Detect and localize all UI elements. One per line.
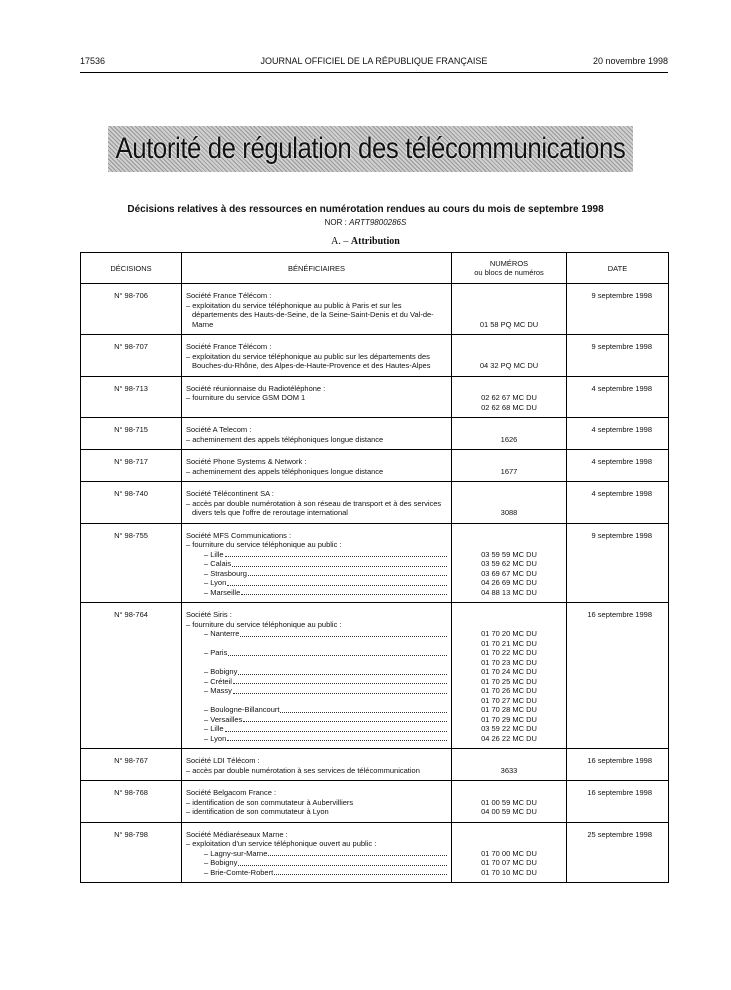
line-text: – Versailles xyxy=(204,714,243,724)
decision-date: 9 septembre 1998 xyxy=(567,523,669,603)
dot-leader xyxy=(225,731,447,732)
beneficiary-name: Société Médiaréseaux Marne : xyxy=(186,829,288,839)
dot-leader xyxy=(274,874,447,875)
decision-date: 16 septembre 1998 xyxy=(567,781,669,823)
number-block: 04 00 59 MC DU xyxy=(481,807,537,816)
location-line xyxy=(186,715,447,725)
decision-date: 4 septembre 1998 xyxy=(567,376,669,418)
service-line xyxy=(186,467,447,477)
number-block: 01 70 20 MC DU xyxy=(481,629,537,638)
number-block: 1626 xyxy=(500,434,518,444)
line-text: – Massy xyxy=(204,686,232,695)
number-block: 01 70 23 MC DU xyxy=(481,657,537,667)
location-line xyxy=(186,849,447,859)
number-block: 02 62 67 MC DU xyxy=(481,393,537,402)
dot-leader xyxy=(280,712,447,713)
decision-number: N° 98-767 xyxy=(81,749,182,781)
location-line xyxy=(186,648,447,658)
numbers-cell xyxy=(452,603,567,749)
line-text: – fourniture du service GSM DOM 1 xyxy=(186,393,306,402)
header-rule xyxy=(80,72,668,73)
line-text: – exploitation du service téléphonique au public à Paris et sur les départements des Hauts-de-Seine, de la Seine-Saint-Denis et du Val-de-Marne xyxy=(186,300,434,329)
location-line xyxy=(186,858,447,868)
number-block: 01 70 25 MC DU xyxy=(481,676,537,686)
spacer-line xyxy=(186,658,447,668)
service-line xyxy=(186,766,447,776)
decision-number: N° 98-764 xyxy=(81,603,182,749)
line-text: – Calais xyxy=(204,559,232,568)
dot-leader xyxy=(232,566,447,567)
spacer-line xyxy=(186,639,447,649)
number-block: 01 70 29 MC DU xyxy=(481,714,537,724)
number-block: 01 70 00 MC DU xyxy=(481,848,537,858)
numbers-cell xyxy=(452,822,567,883)
service-line xyxy=(186,499,447,518)
beneficiary-name: Société France Télécom : xyxy=(186,291,272,300)
header-decisions: DÉCISIONS xyxy=(81,253,182,284)
beneficiary-cell xyxy=(182,284,452,335)
location-line xyxy=(186,569,447,579)
table-row xyxy=(81,822,669,883)
spacer-line xyxy=(186,696,447,706)
beneficiary-cell xyxy=(182,450,452,482)
service-line xyxy=(186,301,447,330)
number-block: 03 59 59 MC DU xyxy=(481,549,537,559)
dot-leader xyxy=(243,721,447,722)
dot-leader xyxy=(268,855,447,856)
number-block: 01 70 26 MC DU xyxy=(481,686,537,695)
location-line xyxy=(186,550,447,560)
line-text: – Paris xyxy=(204,648,228,657)
beneficiary-cell xyxy=(182,482,452,524)
table-row xyxy=(81,482,669,524)
number-block: 01 70 10 MC DU xyxy=(481,867,537,877)
line-text: – identification de son commutateur à Aubervilliers xyxy=(186,797,354,807)
line-text: – Lagny-sur-Marne xyxy=(204,848,268,858)
number-block: 03 69 67 MC DU xyxy=(481,568,537,578)
numbers-cell xyxy=(452,482,567,524)
page-number: 17536 xyxy=(80,56,106,66)
location-line xyxy=(186,686,447,696)
location-line xyxy=(186,629,447,639)
decision-number: N° 98-713 xyxy=(81,376,182,418)
attribution-table xyxy=(80,252,669,883)
number-block: 04 88 13 MC DU xyxy=(481,587,537,597)
numbers-cell xyxy=(452,284,567,335)
service-line xyxy=(186,798,447,808)
section-name: Attribution xyxy=(350,236,400,247)
line-text: – Lille xyxy=(204,724,224,733)
page-header xyxy=(80,56,668,70)
beneficiary-cell xyxy=(182,418,452,450)
line-text: – accès par double numérotation à ses services de télécommunication xyxy=(186,765,420,775)
number-block: 3088 xyxy=(500,508,518,517)
table-row xyxy=(81,523,669,603)
number-block: 01 00 59 MC DU xyxy=(481,797,537,807)
service-line xyxy=(186,393,447,403)
decision-number: N° 98-706 xyxy=(81,284,182,335)
number-block: 01 70 07 MC DU xyxy=(481,858,537,867)
line-text: – acheminement des appels téléphoniques longue distance xyxy=(186,466,384,476)
table-row xyxy=(81,603,669,749)
table-row xyxy=(81,376,669,418)
number-block: 04 32 PQ MC DU xyxy=(479,361,539,370)
service-line: – fourniture du service téléphonique au public : xyxy=(186,619,342,629)
line-text: – Marseille xyxy=(204,587,241,597)
decision-number: N° 98-768 xyxy=(81,781,182,823)
numbers-cell xyxy=(452,749,567,781)
dot-leader xyxy=(238,865,447,866)
decision-number: N° 98-715 xyxy=(81,418,182,450)
numbers-cell xyxy=(452,376,567,418)
table-row xyxy=(81,335,669,377)
line-text: – Lille xyxy=(204,549,224,559)
nor-reference xyxy=(0,218,731,227)
header-numeros-line1: NUMÉROS xyxy=(489,259,529,268)
number-block: 03 59 22 MC DU xyxy=(481,724,537,733)
dot-leader xyxy=(227,740,447,741)
header-date: DATE xyxy=(567,253,669,284)
line-text: – Lyon xyxy=(204,733,227,743)
table-row xyxy=(81,418,669,450)
number-block: 01 70 22 MC DU xyxy=(481,648,537,657)
spacer-line xyxy=(186,403,447,413)
location-line xyxy=(186,667,447,677)
nor-label: NOR : xyxy=(324,218,347,227)
beneficiary-cell xyxy=(182,523,452,603)
decision-number: N° 98-707 xyxy=(81,335,182,377)
dot-leader xyxy=(225,556,447,557)
numbers-cell xyxy=(452,418,567,450)
table-header-row xyxy=(81,253,669,284)
decision-date: 4 septembre 1998 xyxy=(567,450,669,482)
numbers-cell xyxy=(452,523,567,603)
service-line: – fourniture du service téléphonique au public : xyxy=(186,540,342,549)
line-text: – Bobigny xyxy=(204,858,238,867)
decision-number: N° 98-798 xyxy=(81,822,182,883)
line-text: – Brie-Comte-Robert xyxy=(204,867,274,877)
beneficiary-name: Société Belgacom France : xyxy=(186,788,277,797)
beneficiary-cell xyxy=(182,822,452,883)
section-prefix: A. – xyxy=(331,236,349,247)
numbers-cell xyxy=(452,781,567,823)
service-line xyxy=(186,807,447,817)
line-text: – Boulogne-Billancourt xyxy=(204,705,280,714)
banner-title: Autorité de régulation des télécommunications xyxy=(115,132,626,165)
line-text: – acheminement des appels téléphoniques longue distance xyxy=(186,434,384,444)
decision-number: N° 98-740 xyxy=(81,482,182,524)
location-line xyxy=(186,705,447,715)
location-line xyxy=(186,734,447,744)
line-text: – Créteil xyxy=(204,676,232,686)
line-text: – accès par double numérotation à son réseau de transport et à des services divers tels que l'offre de reroutage international xyxy=(186,498,442,517)
dot-leader xyxy=(228,655,447,656)
table-row xyxy=(81,781,669,823)
decision-date: 25 septembre 1998 xyxy=(567,822,669,883)
nor-code: ARTT9800286S xyxy=(349,218,407,227)
decision-date: 9 septembre 1998 xyxy=(567,335,669,377)
dot-leader xyxy=(233,693,447,694)
journal-title: JOURNAL OFFICIEL DE LA RÉPUBLIQUE FRANÇAISE xyxy=(260,56,488,66)
decision-number: N° 98-717 xyxy=(81,450,182,482)
beneficiary-name: Société A Telecom : xyxy=(186,425,252,434)
beneficiary-name: Société réunionnaise du Radiotéléphone : xyxy=(186,383,326,393)
location-line xyxy=(186,578,447,588)
number-block: 01 70 27 MC DU xyxy=(481,695,537,705)
line-text: – Strasbourg xyxy=(204,568,247,578)
beneficiary-cell xyxy=(182,335,452,377)
beneficiary-cell xyxy=(182,781,452,823)
dot-leader xyxy=(238,674,447,675)
beneficiary-cell xyxy=(182,749,452,781)
line-text: – Nanterre xyxy=(204,629,240,638)
dot-leader xyxy=(227,585,447,586)
beneficiary-name: Société MFS Communications : xyxy=(186,530,292,540)
line-text: – Lyon xyxy=(204,578,227,587)
number-block: 3633 xyxy=(500,765,518,775)
location-line xyxy=(186,559,447,569)
line-text: – exploitation du service téléphonique au public sur les départements des Bouches-du-Rhône, des Alpes-de-Haute-Provence et des Hautes-Alpes xyxy=(186,351,431,370)
issue-date: 20 novembre 1998 xyxy=(592,56,668,66)
table-row xyxy=(81,450,669,482)
location-line xyxy=(186,588,447,598)
header-numeros-line2: ou blocs de numéros xyxy=(474,268,544,277)
number-block: 04 26 22 MC DU xyxy=(481,733,537,743)
table-row xyxy=(81,749,669,781)
authority-banner xyxy=(108,126,633,172)
number-block: 02 62 68 MC DU xyxy=(481,402,537,412)
decision-number: N° 98-755 xyxy=(81,523,182,603)
beneficiary-cell xyxy=(182,376,452,418)
numbers-cell xyxy=(452,335,567,377)
table-row xyxy=(81,284,669,335)
number-block: 1677 xyxy=(500,466,518,476)
decision-date: 9 septembre 1998 xyxy=(567,284,669,335)
number-block: 03 59 62 MC DU xyxy=(481,559,537,568)
service-line: – exploitation d'un service téléphonique ouvert au public : xyxy=(186,839,377,848)
line-text: – Bobigny xyxy=(204,667,238,676)
dot-leader xyxy=(240,636,447,637)
dot-leader xyxy=(233,683,447,684)
section-heading xyxy=(0,236,731,247)
beneficiary-name: Société Télécontinent SA : xyxy=(186,489,274,498)
location-line xyxy=(186,724,447,734)
service-line xyxy=(186,435,447,445)
beneficiary-name: Société Phone Systems & Network : xyxy=(186,457,307,466)
number-block: 01 70 28 MC DU xyxy=(481,705,537,714)
decision-date: 4 septembre 1998 xyxy=(567,418,669,450)
dot-leader xyxy=(248,575,447,576)
number-block: 04 26 69 MC DU xyxy=(481,578,537,587)
number-block: 01 70 24 MC DU xyxy=(481,667,537,676)
number-block: 01 70 21 MC DU xyxy=(481,638,537,648)
number-block: 01 58 PQ MC DU xyxy=(479,319,539,329)
decision-date: 16 septembre 1998 xyxy=(567,749,669,781)
service-line xyxy=(186,352,447,371)
dot-leader xyxy=(241,594,447,595)
location-line xyxy=(186,868,447,878)
beneficiary-cell xyxy=(182,603,452,749)
decision-date: 4 septembre 1998 xyxy=(567,482,669,524)
header-numeros xyxy=(452,253,567,284)
location-line xyxy=(186,677,447,687)
beneficiary-name: Société Siris : xyxy=(186,610,232,619)
beneficiary-name: Société France Télécom : xyxy=(186,342,272,351)
line-text: – identification de son commutateur à Lyon xyxy=(186,807,329,816)
decisions-title: Décisions relatives à des ressources en numérotation rendues au cours du mois de septembre 1998 xyxy=(127,204,604,215)
beneficiary-name: Société LDI Télécom : xyxy=(186,756,260,765)
numbers-cell xyxy=(452,450,567,482)
header-beneficiaires: BÉNÉFICIAIRES xyxy=(182,253,452,284)
decision-date: 16 septembre 1998 xyxy=(567,603,669,749)
